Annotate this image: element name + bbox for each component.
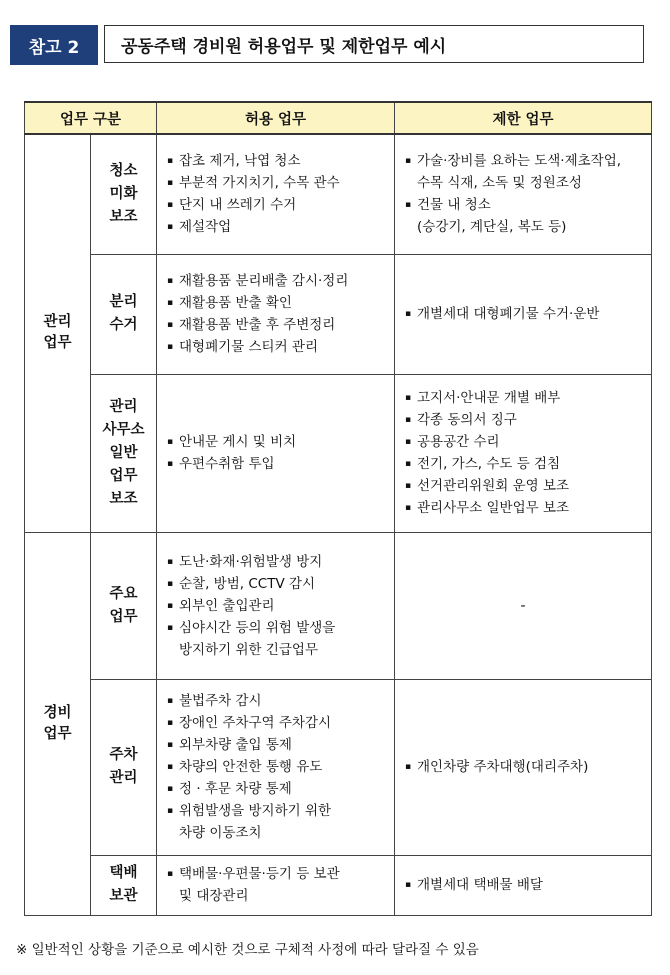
- duty-item: ▪ 잡초 제거, 낙엽 청소: [167, 150, 388, 172]
- duty-item: ▪ 대형폐기물 스티커 관리: [167, 336, 388, 358]
- subcategory-label: 사무소: [102, 421, 145, 438]
- duty-list: [395, 150, 651, 238]
- allowed-cell: [157, 374, 395, 532]
- subcategory-label: 주요: [109, 585, 138, 602]
- column-header: 업무 구분: [25, 102, 157, 134]
- duty-item: ▪ 재활용품 반출 후 주변정리: [167, 314, 388, 336]
- duty-list: [395, 303, 651, 325]
- duty-list: [395, 756, 651, 778]
- subcategory-label: 분리: [109, 294, 138, 310]
- subcategory-label: 청소: [109, 162, 138, 179]
- duty-item: ▪ 고지서·안내문 개별 배부: [405, 387, 645, 409]
- duty-item: ▪ 가술·장비를 요하는 도색·제초작업,: [405, 150, 645, 172]
- duty-item: 차량 이동조치: [179, 825, 262, 841]
- category-cell: [25, 134, 91, 532]
- subcategory-label: 관리: [109, 770, 138, 786]
- column-header: 제한 업무: [395, 102, 652, 134]
- duty-item: ▪ 단지 내 쓰레기 수거: [167, 194, 388, 216]
- restricted-cell: [395, 134, 652, 254]
- allowed-cell: [157, 855, 395, 915]
- duty-item: 방지하기 위한 긴급업무: [179, 641, 319, 658]
- duty-item: ▪ 개별세대 대형폐기물 수거·운반: [405, 303, 645, 325]
- subcategory-cell: [91, 679, 157, 855]
- subcategory-cell: [91, 374, 157, 532]
- duty-item: ▪ 공용공간 수리: [405, 431, 645, 453]
- duty-item: ▪ 외부차량 출입 통제: [167, 734, 388, 756]
- duty-list: [395, 387, 651, 519]
- allowed-cell: [157, 532, 395, 679]
- restricted-cell: [395, 532, 652, 679]
- duty-item: ▪ 재활용품 분리배출 감시·정리: [167, 270, 388, 292]
- allowed-cell: [157, 254, 395, 374]
- duty-list: [157, 551, 394, 661]
- duty-list: [395, 874, 651, 896]
- page-title: [104, 25, 644, 63]
- duty-item: ▪ 제설작업: [167, 216, 388, 238]
- restricted-cell: [395, 374, 652, 532]
- duty-list: [157, 270, 394, 358]
- restricted-cell: [395, 679, 652, 855]
- subcategory-label: 업무: [109, 608, 138, 625]
- category-label: 업무: [43, 725, 72, 742]
- subcategory-label: 보관: [109, 888, 138, 904]
- duty-item: ▪ 순찰, 방범, CCTV 감시: [167, 573, 388, 595]
- subcategory-cell: [91, 134, 157, 254]
- restricted-cell: [395, 254, 652, 374]
- duty-item: ▪ 차량의 안전한 통행 유도: [167, 756, 388, 778]
- duty-item: 수목 식재, 소독 및 정원조성: [417, 175, 582, 192]
- duty-item: ▪ 관리사무소 일반업무 보조: [405, 497, 645, 519]
- subcategory-label: 관리: [109, 398, 138, 415]
- subcategory-cell: [91, 532, 157, 679]
- column-header: 허용 업무: [157, 102, 395, 134]
- duty-item: ▪ 불법주차 감시: [167, 690, 388, 712]
- duty-item: ▪ 장애인 주차구역 주차감시: [167, 712, 388, 734]
- subcategory-label: 주차: [109, 747, 138, 763]
- subcategory-label: 미화: [109, 185, 138, 202]
- duty-item: ▪ 심야시간 등의 위험 발생을: [167, 617, 388, 639]
- subcategory-cell: [91, 855, 157, 915]
- duty-item: ▪ 부분적 가지치기, 수목 관수: [167, 172, 388, 194]
- duty-item: ▪ 도난·화재·위험발생 방지: [167, 551, 388, 573]
- duty-list: [157, 150, 394, 238]
- duty-item: ▪ 정 · 후문 차량 통제: [167, 778, 388, 800]
- table-row: [25, 532, 652, 679]
- footnote: ※ 일반적인 상황을 기준으로 예시한 것으로 구체적 사정에 따라 달라질 수 있음: [16, 942, 479, 958]
- duty-item: ▪ 개별세대 택배물 배달: [405, 874, 645, 896]
- subcategory-label: 업무: [109, 467, 138, 484]
- subcategory-label: 일반: [109, 444, 138, 461]
- restricted-cell: [395, 855, 652, 915]
- duty-item: ▪ 각종 동의서 징구: [405, 409, 645, 431]
- duty-item: ▪ 건물 내 청소: [405, 194, 645, 216]
- duty-item: ▪ 우편수취함 투입: [167, 453, 388, 475]
- duty-item: ▪ 개인차량 주차대행(대리주차): [405, 756, 645, 778]
- allowed-cell: [157, 679, 395, 855]
- table-header-row: [25, 102, 652, 134]
- category-label: 관리: [43, 314, 72, 331]
- category-label: 경비: [43, 704, 72, 721]
- table-row: [25, 855, 652, 915]
- duty-list: [157, 690, 394, 844]
- subcategory-cell: [91, 254, 157, 374]
- duty-item: ▪ 전기, 가스, 수도 등 검침: [405, 453, 645, 475]
- table-row: [25, 374, 652, 532]
- table-row: [25, 679, 652, 855]
- duty-item: ▪ 외부인 출입관리: [167, 595, 388, 617]
- table-row: [25, 254, 652, 374]
- duty-item: ▪ 선거관리위원회 운영 보조: [405, 475, 645, 497]
- subcategory-label: 수거: [109, 317, 138, 333]
- allowed-cell: [157, 134, 395, 254]
- duty-item: ▪ 위험발생을 방지하기 위한: [167, 800, 388, 822]
- duty-item: ▪ 재활용품 반출 확인: [167, 292, 388, 314]
- duty-table: [24, 101, 652, 916]
- page-title-text: 공동주택 경비원 허용업무 및 제한업무 예시: [121, 36, 447, 57]
- duty-item: ▪ 안내문 게시 및 비치: [167, 431, 388, 453]
- reference-tag: 참고 2: [10, 25, 98, 65]
- duty-item: (승강기, 계단실, 복도 등): [417, 219, 567, 236]
- duty-item: ▪ 택배물·우편물·등기 등 보관: [167, 863, 388, 885]
- subcategory-label: 보조: [109, 208, 138, 225]
- subcategory-label: 보조: [109, 490, 138, 507]
- empty-dash: -: [520, 597, 526, 614]
- duty-item: 및 대장관리: [179, 888, 249, 904]
- table-row: [25, 134, 652, 254]
- subcategory-label: 택배: [109, 865, 138, 881]
- duty-list: [157, 431, 394, 475]
- category-label: 업무: [43, 335, 72, 352]
- duty-list: [157, 863, 394, 907]
- category-cell: [25, 532, 91, 915]
